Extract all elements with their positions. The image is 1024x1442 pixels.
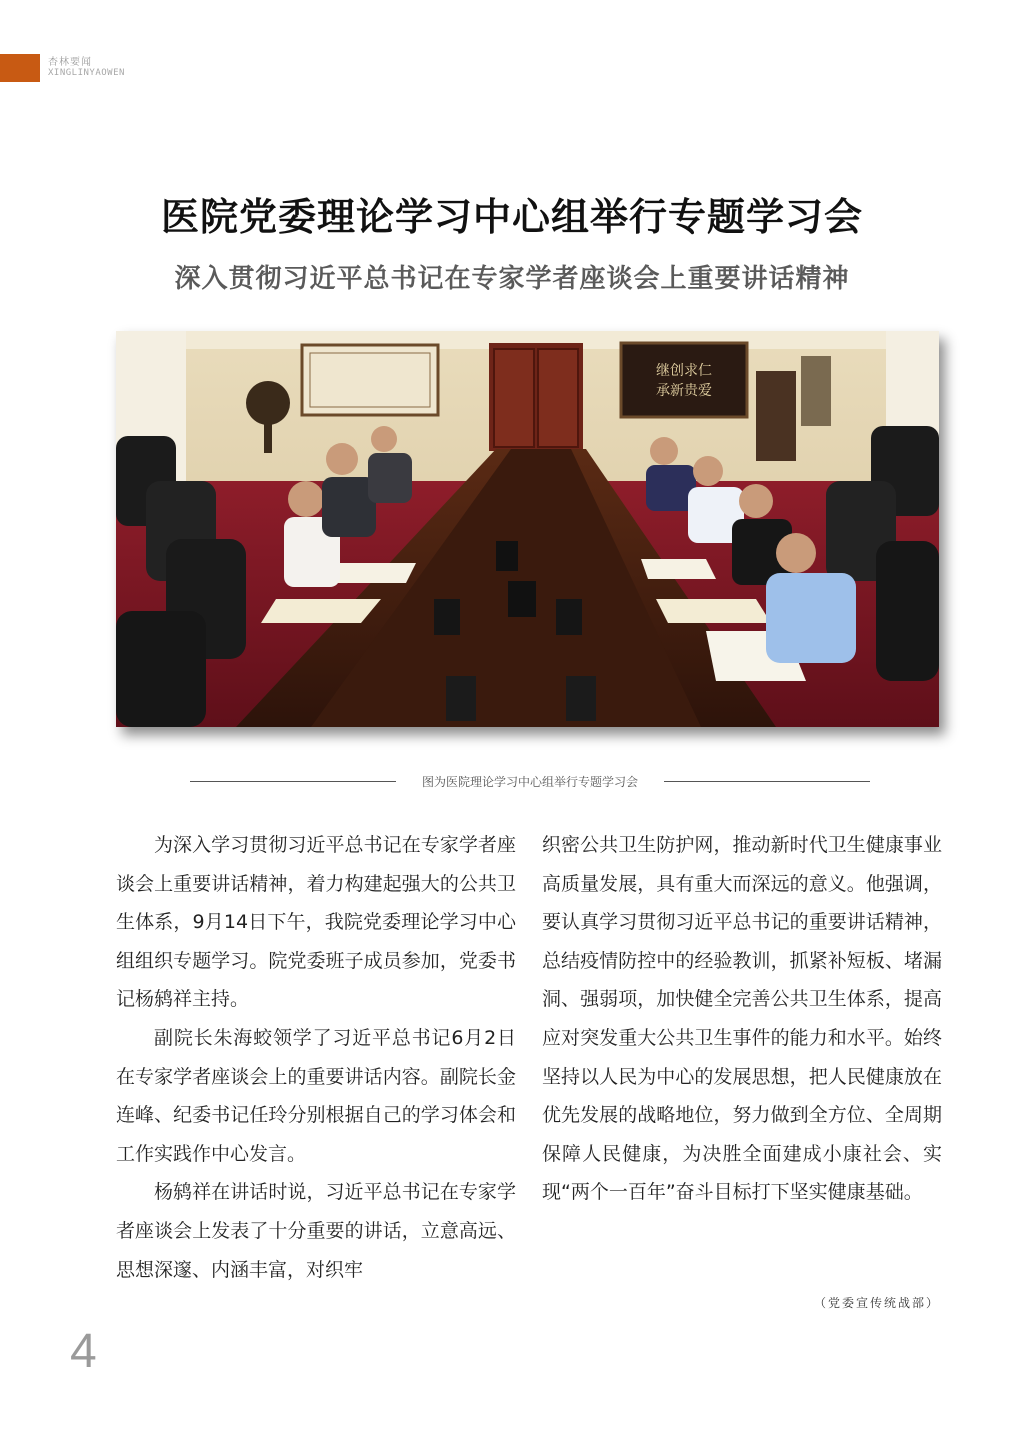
article-title: 医院党委理论学习中心组举行专题学习会 [160, 194, 863, 239]
article-column-left [116, 826, 516, 1289]
page-number: 4 [70, 1325, 97, 1378]
article-credit: （党委宣传统战部） [813, 1296, 940, 1310]
svg-text:继创求仁: 继创求仁 [656, 363, 712, 379]
paragraph: 为深入学习贯彻习近平总书记在专家学者座谈会上重要讲话精神，着力构建起强大的公共卫生体系，9月14日下午，我院党委理论学习中心组组织专题学习。院党委班子成员参加，党委书记杨鸫祥主持。 [116, 834, 516, 1011]
section-name-pinyin: XINGLINYAOWEN [48, 68, 125, 78]
article-subtitle: 深入贯彻习近平总书记在专家学者座谈会上重要讲话精神 [174, 264, 850, 294]
meeting-photo [116, 331, 939, 727]
svg-text:承新贵爱: 承新贵爱 [656, 383, 712, 399]
paragraph-continued: 织密公共卫生防护网，推动新时代卫生健康事业高质量发展，具有重大而深远的意义。他强调，要认真学习贯彻习近平总书记的重要讲话精神，总结疫情防控中的经验教训，抓紧补短板、堵漏洞、强弱项，加快健全完善公共卫生体系，提高应对突发重大公共卫生事件的能力和水平。始终坚持以人民为中心的发展思想，把人民健康放在优先发展的战略地位，努力做到全方位、全周期保障人民健康，为决胜全面建成小康社会、实现“两个一百年”奋斗目标打下坚实健康基础。 [542, 834, 942, 1204]
photo-caption: 图为医院理论学习中心组举行专题学习会 [422, 774, 639, 789]
paragraph: 副院长朱海蛟领学了习近平总书记6月2日在专家学者座谈会上的重要讲话内容。副院长金连峰、纪委书记任玲分别根据自己的学习体会和工作实践作中心发言。 [116, 1026, 516, 1165]
photo-caption-row [190, 771, 870, 791]
caption-rule-left [190, 781, 396, 782]
article-column-right [542, 826, 942, 1212]
paragraph: 杨鸫祥在讲话时说，习近平总书记在专家学者座谈会上发表了十分重要的讲话，立意高远、思想深邃、内涵丰富，对织牢 [116, 1181, 516, 1281]
section-accent-bar [0, 54, 40, 82]
caption-rule-right [664, 781, 870, 782]
section-name: 杏林要闻 [48, 57, 92, 68]
